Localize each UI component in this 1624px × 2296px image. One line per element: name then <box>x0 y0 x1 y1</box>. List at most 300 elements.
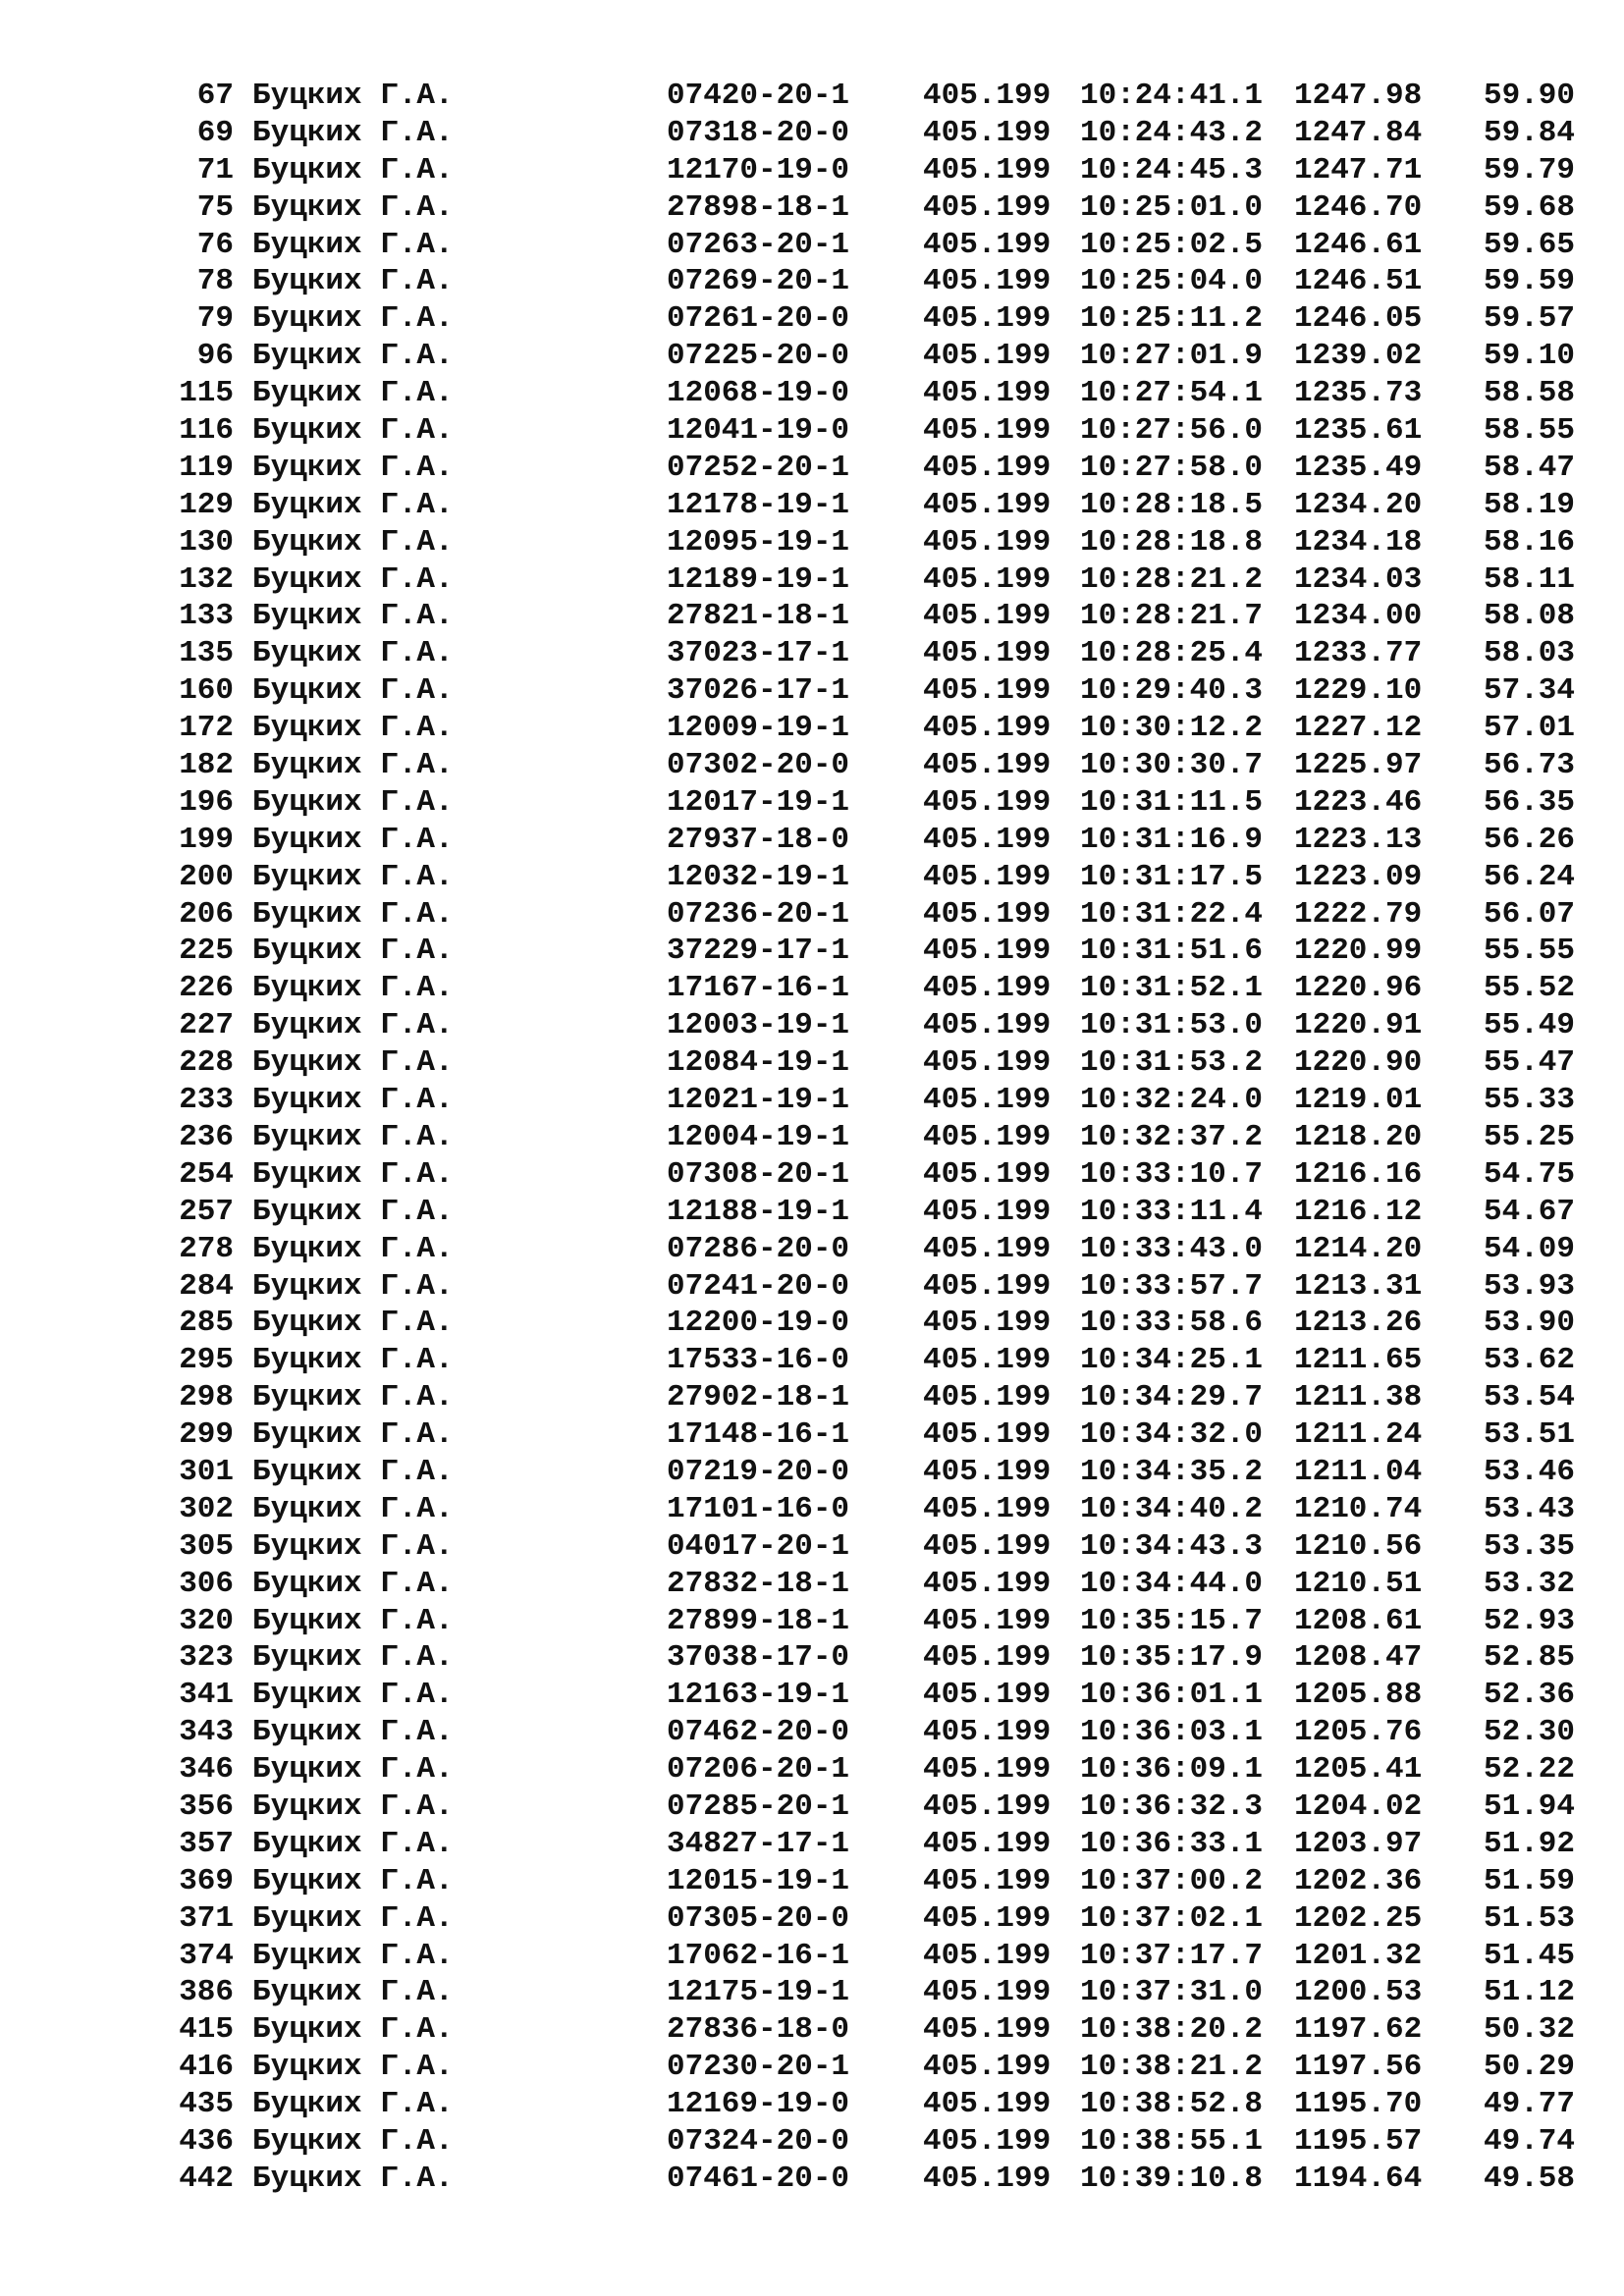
fancier-name-cell: Буцких Г.А. <box>252 1306 454 1341</box>
fancier-name-cell: Буцких Г.А. <box>252 413 454 449</box>
table-row <box>0 1751 1624 1789</box>
speed-cell: 1246.61 <box>1294 227 1423 262</box>
arrival-time-cell: 10:34:35.2 <box>1080 1454 1264 1489</box>
rank-cell: 346 <box>179 1752 234 1788</box>
rank-cell: 323 <box>179 1640 234 1676</box>
table-row <box>0 115 1624 152</box>
speed-cell: 1220.91 <box>1294 1008 1423 1043</box>
table-row <box>0 1566 1624 1603</box>
points-cell: 53.32 <box>1483 1566 1575 1601</box>
ring-number-cell: 07324-20-0 <box>667 2123 850 2159</box>
distance-cell: 405.199 <box>923 2123 1052 2159</box>
rank-cell: 115 <box>179 376 234 411</box>
arrival-time-cell: 10:39:10.8 <box>1080 2161 1264 2196</box>
rank-cell: 369 <box>179 1863 234 1898</box>
distance-cell: 405.199 <box>923 636 1052 671</box>
table-row <box>0 1789 1624 1826</box>
points-cell: 57.34 <box>1483 673 1575 709</box>
arrival-time-cell: 10:31:17.5 <box>1080 859 1264 894</box>
ring-number-cell: 12170-19-0 <box>667 152 850 187</box>
table-row <box>0 1007 1624 1044</box>
rank-cell: 435 <box>179 2087 234 2122</box>
arrival-time-cell: 10:28:21.2 <box>1080 561 1264 597</box>
ring-number-cell: 12188-19-1 <box>667 1194 850 1229</box>
arrival-time-cell: 10:27:58.0 <box>1080 450 1264 485</box>
fancier-name-cell: Буцких Г.А. <box>252 1045 454 1081</box>
ring-number-cell: 37038-17-0 <box>667 1640 850 1676</box>
points-cell: 53.62 <box>1483 1343 1575 1378</box>
fancier-name-cell: Буцких Г.А. <box>252 1715 454 1750</box>
rank-cell: 284 <box>179 1268 234 1304</box>
arrival-time-cell: 10:33:58.6 <box>1080 1306 1264 1341</box>
fancier-name-cell: Буцких Г.А. <box>252 2161 454 2196</box>
points-cell: 52.22 <box>1483 1752 1575 1788</box>
points-cell: 55.25 <box>1483 1119 1575 1154</box>
table-row <box>0 1305 1624 1342</box>
distance-cell: 405.199 <box>923 376 1052 411</box>
table-row <box>0 635 1624 672</box>
points-cell: 58.03 <box>1483 636 1575 671</box>
ring-number-cell: 07318-20-0 <box>667 115 850 150</box>
distance-cell: 405.199 <box>923 934 1052 969</box>
arrival-time-cell: 10:33:10.7 <box>1080 1156 1264 1192</box>
table-row <box>0 2049 1624 2086</box>
arrival-time-cell: 10:28:21.7 <box>1080 599 1264 634</box>
fancier-name-cell: Буцких Г.А. <box>252 1380 454 1415</box>
arrival-time-cell: 10:38:55.1 <box>1080 2123 1264 2159</box>
fancier-name-cell: Буцких Г.А. <box>252 822 454 857</box>
distance-cell: 405.199 <box>923 1640 1052 1676</box>
distance-cell: 405.199 <box>923 524 1052 560</box>
arrival-time-cell: 10:24:45.3 <box>1080 152 1264 187</box>
ring-number-cell: 27937-18-0 <box>667 822 850 857</box>
points-cell: 52.36 <box>1483 1678 1575 1713</box>
fancier-name-cell: Буцких Г.А. <box>252 748 454 783</box>
distance-cell: 405.199 <box>923 413 1052 449</box>
distance-cell: 405.199 <box>923 822 1052 857</box>
arrival-time-cell: 10:28:18.5 <box>1080 487 1264 522</box>
rank-cell: 76 <box>196 227 234 262</box>
ring-number-cell: 07236-20-1 <box>667 896 850 932</box>
points-cell: 52.30 <box>1483 1715 1575 1750</box>
speed-cell: 1205.76 <box>1294 1715 1423 1750</box>
fancier-name-cell: Буцких Г.А. <box>252 561 454 597</box>
distance-cell: 405.199 <box>923 896 1052 932</box>
fancier-name-cell: Буцких Г.А. <box>252 1417 454 1453</box>
distance-cell: 405.199 <box>923 1752 1052 1788</box>
table-row <box>0 1974 1624 2011</box>
table-row <box>0 1639 1624 1677</box>
rank-cell: 236 <box>179 1119 234 1154</box>
rank-cell: 116 <box>179 413 234 449</box>
fancier-name-cell: Буцких Г.А. <box>252 227 454 262</box>
table-row <box>0 598 1624 635</box>
rank-cell: 196 <box>179 784 234 820</box>
ring-number-cell: 07269-20-1 <box>667 264 850 299</box>
table-row <box>0 1677 1624 1714</box>
speed-cell: 1246.05 <box>1294 301 1423 337</box>
distance-cell: 405.199 <box>923 301 1052 337</box>
table-row <box>0 2011 1624 2049</box>
points-cell: 59.68 <box>1483 189 1575 225</box>
ring-number-cell: 07461-20-0 <box>667 2161 850 2196</box>
fancier-name-cell: Буцких Г.А. <box>252 1863 454 1898</box>
points-cell: 58.58 <box>1483 376 1575 411</box>
arrival-time-cell: 10:30:30.7 <box>1080 748 1264 783</box>
ring-number-cell: 07305-20-0 <box>667 1900 850 1936</box>
speed-cell: 1234.18 <box>1294 524 1423 560</box>
speed-cell: 1216.12 <box>1294 1194 1423 1229</box>
ring-number-cell: 17101-16-0 <box>667 1491 850 1526</box>
points-cell: 49.74 <box>1483 2123 1575 2159</box>
arrival-time-cell: 10:36:03.1 <box>1080 1715 1264 1750</box>
ring-number-cell: 12163-19-1 <box>667 1678 850 1713</box>
rank-cell: 71 <box>196 152 234 187</box>
table-row <box>0 263 1624 300</box>
rank-cell: 79 <box>196 301 234 337</box>
distance-cell: 405.199 <box>923 115 1052 150</box>
fancier-name-cell: Буцких Г.А. <box>252 1826 454 1861</box>
ring-number-cell: 17148-16-1 <box>667 1417 850 1453</box>
points-cell: 55.33 <box>1483 1083 1575 1118</box>
points-cell: 58.55 <box>1483 413 1575 449</box>
arrival-time-cell: 10:31:11.5 <box>1080 784 1264 820</box>
table-row <box>0 2123 1624 2161</box>
points-cell: 52.85 <box>1483 1640 1575 1676</box>
arrival-time-cell: 10:25:01.0 <box>1080 189 1264 225</box>
ring-number-cell: 27902-18-1 <box>667 1380 850 1415</box>
rank-cell: 206 <box>179 896 234 932</box>
arrival-time-cell: 10:28:18.8 <box>1080 524 1264 560</box>
speed-cell: 1235.49 <box>1294 450 1423 485</box>
ring-number-cell: 12021-19-1 <box>667 1083 850 1118</box>
points-cell: 54.75 <box>1483 1156 1575 1192</box>
arrival-time-cell: 10:34:44.0 <box>1080 1566 1264 1601</box>
distance-cell: 405.199 <box>923 152 1052 187</box>
points-cell: 59.65 <box>1483 227 1575 262</box>
table-row <box>0 1714 1624 1751</box>
speed-cell: 1205.88 <box>1294 1678 1423 1713</box>
ring-number-cell: 12178-19-1 <box>667 487 850 522</box>
table-row <box>0 152 1624 189</box>
points-cell: 58.47 <box>1483 450 1575 485</box>
speed-cell: 1195.70 <box>1294 2087 1423 2122</box>
points-cell: 56.26 <box>1483 822 1575 857</box>
ring-number-cell: 07420-20-1 <box>667 79 850 113</box>
table-row <box>0 672 1624 710</box>
fancier-name-cell: Буцких Г.А. <box>252 934 454 969</box>
arrival-time-cell: 10:37:02.1 <box>1080 1900 1264 1936</box>
speed-cell: 1197.56 <box>1294 2050 1423 2085</box>
points-cell: 51.94 <box>1483 1789 1575 1824</box>
points-cell: 49.58 <box>1483 2161 1575 2196</box>
distance-cell: 405.199 <box>923 748 1052 783</box>
distance-cell: 405.199 <box>923 711 1052 746</box>
table-row <box>0 822 1624 859</box>
rank-cell: 302 <box>179 1491 234 1526</box>
rank-cell: 305 <box>179 1528 234 1564</box>
speed-cell: 1202.36 <box>1294 1863 1423 1898</box>
distance-cell: 405.199 <box>923 1119 1052 1154</box>
points-cell: 59.84 <box>1483 115 1575 150</box>
fancier-name-cell: Буцких Г.А. <box>252 896 454 932</box>
ring-number-cell: 12084-19-1 <box>667 1045 850 1081</box>
fancier-name-cell: Буцких Г.А. <box>252 1789 454 1824</box>
ring-number-cell: 07225-20-0 <box>667 339 850 374</box>
ring-number-cell: 12004-19-1 <box>667 1119 850 1154</box>
fancier-name-cell: Буцких Г.А. <box>252 1752 454 1788</box>
speed-cell: 1219.01 <box>1294 1083 1423 1118</box>
arrival-time-cell: 10:27:56.0 <box>1080 413 1264 449</box>
distance-cell: 405.199 <box>923 1789 1052 1824</box>
table-row <box>0 1454 1624 1491</box>
rank-cell: 135 <box>179 636 234 671</box>
table-row <box>0 1119 1624 1156</box>
points-cell: 51.12 <box>1483 1975 1575 2010</box>
speed-cell: 1235.61 <box>1294 413 1423 449</box>
points-cell: 49.77 <box>1483 2087 1575 2122</box>
distance-cell: 405.199 <box>923 2087 1052 2122</box>
rank-cell: 416 <box>179 2050 234 2085</box>
results-table <box>0 78 1624 2198</box>
distance-cell: 405.199 <box>923 339 1052 374</box>
ring-number-cell: 34827-17-1 <box>667 1826 850 1861</box>
ring-number-cell: 12200-19-0 <box>667 1306 850 1341</box>
table-row <box>0 1938 1624 1975</box>
arrival-time-cell: 10:36:33.1 <box>1080 1826 1264 1861</box>
distance-cell: 405.199 <box>923 1268 1052 1304</box>
ring-number-cell: 07252-20-1 <box>667 450 850 485</box>
rank-cell: 301 <box>179 1454 234 1489</box>
fancier-name-cell: Буцких Г.А. <box>252 1603 454 1638</box>
rank-cell: 133 <box>179 599 234 634</box>
ring-number-cell: 17062-16-1 <box>667 1938 850 1973</box>
points-cell: 58.16 <box>1483 524 1575 560</box>
rank-cell: 278 <box>179 1231 234 1266</box>
arrival-time-cell: 10:31:51.6 <box>1080 934 1264 969</box>
arrival-time-cell: 10:27:01.9 <box>1080 339 1264 374</box>
speed-cell: 1195.57 <box>1294 2123 1423 2159</box>
arrival-time-cell: 10:34:32.0 <box>1080 1417 1264 1453</box>
arrival-time-cell: 10:32:37.2 <box>1080 1119 1264 1154</box>
table-row <box>0 78 1624 115</box>
distance-cell: 405.199 <box>923 1566 1052 1601</box>
rank-cell: 306 <box>179 1566 234 1601</box>
distance-cell: 405.199 <box>923 1678 1052 1713</box>
points-cell: 54.67 <box>1483 1194 1575 1229</box>
points-cell: 58.19 <box>1483 487 1575 522</box>
fancier-name-cell: Буцких Г.А. <box>252 2123 454 2159</box>
arrival-time-cell: 10:24:41.1 <box>1080 79 1264 113</box>
distance-cell: 405.199 <box>923 1045 1052 1081</box>
speed-cell: 1234.03 <box>1294 561 1423 597</box>
arrival-time-cell: 10:35:17.9 <box>1080 1640 1264 1676</box>
fancier-name-cell: Буцких Г.А. <box>252 636 454 671</box>
ring-number-cell: 07241-20-0 <box>667 1268 850 1304</box>
fancier-name-cell: Буцких Г.А. <box>252 1491 454 1526</box>
table-row <box>0 2086 1624 2123</box>
points-cell: 52.93 <box>1483 1603 1575 1638</box>
fancier-name-cell: Буцких Г.А. <box>252 450 454 485</box>
speed-cell: 1216.16 <box>1294 1156 1423 1192</box>
distance-cell: 405.199 <box>923 79 1052 113</box>
table-row <box>0 1528 1624 1566</box>
speed-cell: 1211.65 <box>1294 1343 1423 1378</box>
arrival-time-cell: 10:35:15.7 <box>1080 1603 1264 1638</box>
rank-cell: 228 <box>179 1045 234 1081</box>
table-row <box>0 1044 1624 1082</box>
fancier-name-cell: Буцких Г.А. <box>252 264 454 299</box>
table-row <box>0 784 1624 822</box>
distance-cell: 405.199 <box>923 189 1052 225</box>
rank-cell: 415 <box>179 2012 234 2048</box>
rank-cell: 386 <box>179 1975 234 2010</box>
rank-cell: 182 <box>179 748 234 783</box>
fancier-name-cell: Буцких Г.А. <box>252 2012 454 2048</box>
fancier-name-cell: Буцких Г.А. <box>252 673 454 709</box>
table-row <box>0 1156 1624 1194</box>
speed-cell: 1247.98 <box>1294 79 1423 113</box>
arrival-time-cell: 10:36:09.1 <box>1080 1752 1264 1788</box>
table-row <box>0 338 1624 375</box>
table-row <box>0 896 1624 934</box>
rank-cell: 96 <box>196 339 234 374</box>
fancier-name-cell: Буцких Г.А. <box>252 1454 454 1489</box>
distance-cell: 405.199 <box>923 1826 1052 1861</box>
fancier-name-cell: Буцких Г.А. <box>252 152 454 187</box>
points-cell: 55.52 <box>1483 971 1575 1006</box>
ring-number-cell: 07261-20-0 <box>667 301 850 337</box>
points-cell: 56.73 <box>1483 748 1575 783</box>
distance-cell: 405.199 <box>923 1417 1052 1453</box>
rank-cell: 357 <box>179 1826 234 1861</box>
table-row <box>0 933 1624 970</box>
speed-cell: 1227.12 <box>1294 711 1423 746</box>
rank-cell: 172 <box>179 711 234 746</box>
points-cell: 53.93 <box>1483 1268 1575 1304</box>
rank-cell: 67 <box>196 79 234 113</box>
speed-cell: 1211.38 <box>1294 1380 1423 1415</box>
speed-cell: 1234.20 <box>1294 487 1423 522</box>
speed-cell: 1239.02 <box>1294 339 1423 374</box>
fancier-name-cell: Буцких Г.А. <box>252 1566 454 1601</box>
ring-number-cell: 07462-20-0 <box>667 1715 850 1750</box>
distance-cell: 405.199 <box>923 1231 1052 1266</box>
rank-cell: 132 <box>179 561 234 597</box>
fancier-name-cell: Буцких Г.А. <box>252 189 454 225</box>
rank-cell: 436 <box>179 2123 234 2159</box>
distance-cell: 405.199 <box>923 2161 1052 2196</box>
arrival-time-cell: 10:31:16.9 <box>1080 822 1264 857</box>
points-cell: 55.47 <box>1483 1045 1575 1081</box>
ring-number-cell: 12041-19-0 <box>667 413 850 449</box>
arrival-time-cell: 10:38:20.2 <box>1080 2012 1264 2048</box>
arrival-time-cell: 10:34:29.7 <box>1080 1380 1264 1415</box>
speed-cell: 1210.56 <box>1294 1528 1423 1564</box>
fancier-name-cell: Буцких Г.А. <box>252 1528 454 1564</box>
arrival-time-cell: 10:25:02.5 <box>1080 227 1264 262</box>
points-cell: 59.79 <box>1483 152 1575 187</box>
points-cell: 50.29 <box>1483 2050 1575 2085</box>
ring-number-cell: 27836-18-0 <box>667 2012 850 2048</box>
ring-number-cell: 12169-19-0 <box>667 2087 850 2122</box>
ring-number-cell: 27832-18-1 <box>667 1566 850 1601</box>
speed-cell: 1229.10 <box>1294 673 1423 709</box>
distance-cell: 405.199 <box>923 1008 1052 1043</box>
fancier-name-cell: Буцких Г.А. <box>252 301 454 337</box>
rank-cell: 295 <box>179 1343 234 1378</box>
arrival-time-cell: 10:32:24.0 <box>1080 1083 1264 1118</box>
fancier-name-cell: Буцких Г.А. <box>252 1268 454 1304</box>
speed-cell: 1233.77 <box>1294 636 1423 671</box>
rank-cell: 130 <box>179 524 234 560</box>
speed-cell: 1203.97 <box>1294 1826 1423 1861</box>
table-row <box>0 1379 1624 1416</box>
ring-number-cell: 12068-19-0 <box>667 376 850 411</box>
arrival-time-cell: 10:37:17.7 <box>1080 1938 1264 1973</box>
rank-cell: 299 <box>179 1417 234 1453</box>
ring-number-cell: 12017-19-1 <box>667 784 850 820</box>
distance-cell: 405.199 <box>923 1454 1052 1489</box>
ring-number-cell: 17533-16-0 <box>667 1343 850 1378</box>
fancier-name-cell: Буцких Г.А. <box>252 859 454 894</box>
ring-number-cell: 27898-18-1 <box>667 189 850 225</box>
fancier-name-cell: Буцких Г.А. <box>252 1231 454 1266</box>
distance-cell: 405.199 <box>923 859 1052 894</box>
rank-cell: 356 <box>179 1789 234 1824</box>
fancier-name-cell: Буцких Г.А. <box>252 711 454 746</box>
speed-cell: 1200.53 <box>1294 1975 1423 2010</box>
points-cell: 55.55 <box>1483 934 1575 969</box>
speed-cell: 1210.51 <box>1294 1566 1423 1601</box>
distance-cell: 405.199 <box>923 264 1052 299</box>
arrival-time-cell: 10:31:52.1 <box>1080 971 1264 1006</box>
arrival-time-cell: 10:33:11.4 <box>1080 1194 1264 1229</box>
table-row <box>0 375 1624 412</box>
distance-cell: 405.199 <box>923 1343 1052 1378</box>
rank-cell: 75 <box>196 189 234 225</box>
points-cell: 53.46 <box>1483 1454 1575 1489</box>
arrival-time-cell: 10:31:53.0 <box>1080 1008 1264 1043</box>
ring-number-cell: 07285-20-1 <box>667 1789 850 1824</box>
table-row <box>0 561 1624 599</box>
rank-cell: 343 <box>179 1715 234 1750</box>
points-cell: 58.08 <box>1483 599 1575 634</box>
points-cell: 53.54 <box>1483 1380 1575 1415</box>
fancier-name-cell: Буцких Г.А. <box>252 339 454 374</box>
rank-cell: 442 <box>179 2161 234 2196</box>
table-row <box>0 1826 1624 1863</box>
distance-cell: 405.199 <box>923 1938 1052 1973</box>
rank-cell: 199 <box>179 822 234 857</box>
arrival-time-cell: 10:33:57.7 <box>1080 1268 1264 1304</box>
distance-cell: 405.199 <box>923 1083 1052 1118</box>
rank-cell: 320 <box>179 1603 234 1638</box>
points-cell: 53.43 <box>1483 1491 1575 1526</box>
fancier-name-cell: Буцких Г.А. <box>252 599 454 634</box>
rank-cell: 119 <box>179 450 234 485</box>
table-row <box>0 970 1624 1007</box>
distance-cell: 405.199 <box>923 784 1052 820</box>
arrival-time-cell: 10:24:43.2 <box>1080 115 1264 150</box>
distance-cell: 405.199 <box>923 1715 1052 1750</box>
distance-cell: 405.199 <box>923 227 1052 262</box>
points-cell: 51.53 <box>1483 1900 1575 1936</box>
points-cell: 59.10 <box>1483 339 1575 374</box>
ring-number-cell: 12015-19-1 <box>667 1863 850 1898</box>
distance-cell: 405.199 <box>923 1603 1052 1638</box>
rank-cell: 374 <box>179 1938 234 1973</box>
